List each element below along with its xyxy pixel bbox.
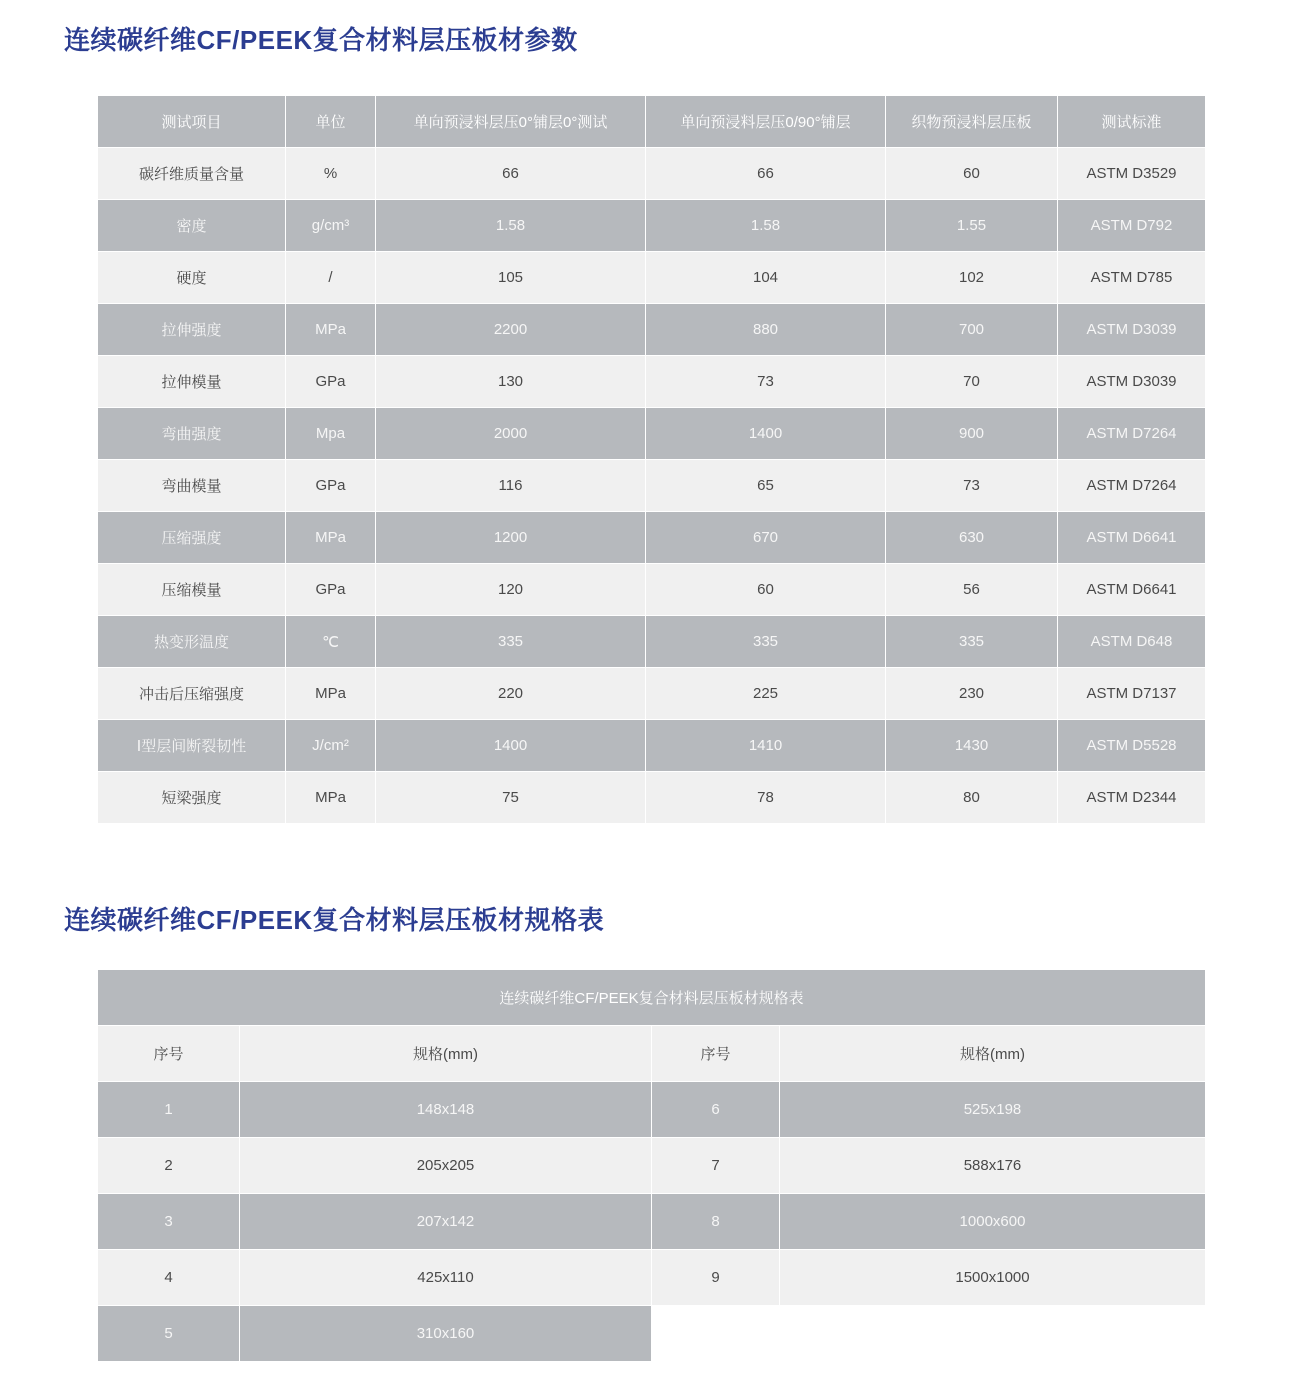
table-row xyxy=(98,564,1206,616)
cell-ud-0-90deg: 670 xyxy=(646,512,886,564)
table-row xyxy=(98,304,1206,356)
cell-test-item: 弯曲强度 xyxy=(98,408,286,460)
cell-unit: Mpa xyxy=(286,408,376,460)
table-header-row xyxy=(98,96,1206,148)
table-row xyxy=(98,356,1206,408)
cell-fabric: 73 xyxy=(886,460,1058,512)
cell-ud-0-90deg: 225 xyxy=(646,668,886,720)
cell-test-item: 压缩模量 xyxy=(98,564,286,616)
cell-size-right-empty xyxy=(780,1306,1206,1362)
cell-fabric: 60 xyxy=(886,148,1058,200)
cell-fabric: 1.55 xyxy=(886,200,1058,252)
cell-test-item: 拉伸强度 xyxy=(98,304,286,356)
cell-unit: GPa xyxy=(286,356,376,408)
cell-fabric: 230 xyxy=(886,668,1058,720)
cell-test-item: 弯曲模量 xyxy=(98,460,286,512)
table-row xyxy=(98,200,1206,252)
cell-fabric: 630 xyxy=(886,512,1058,564)
cell-standard: ASTM D6641 xyxy=(1058,564,1206,616)
parameters-table xyxy=(97,95,1206,824)
cell-ud-0deg: 130 xyxy=(376,356,646,408)
cell-index-left: 1 xyxy=(98,1082,240,1138)
cell-test-item: 热变形温度 xyxy=(98,616,286,668)
cell-test-item: 拉伸模量 xyxy=(98,356,286,408)
cell-index-left: 3 xyxy=(98,1194,240,1250)
table-row xyxy=(98,1082,1206,1138)
table-row xyxy=(98,252,1206,304)
cell-standard: ASTM D7137 xyxy=(1058,668,1206,720)
cell-test-item: 密度 xyxy=(98,200,286,252)
spec-table-caption-row xyxy=(98,970,1206,1026)
cell-unit: MPa xyxy=(286,772,376,824)
column-header: 测试项目 xyxy=(98,96,286,148)
cell-ud-0deg: 105 xyxy=(376,252,646,304)
table-row xyxy=(98,720,1206,772)
cell-index-right-empty xyxy=(652,1306,780,1362)
cell-ud-0-90deg: 1.58 xyxy=(646,200,886,252)
cell-unit: / xyxy=(286,252,376,304)
page-title-parameters: 连续碳纤维CF/PEEK复合材料层压板材参数 xyxy=(64,25,578,55)
column-header: 单向预浸料层压0/90°铺层 xyxy=(646,96,886,148)
column-header: 规格(mm) xyxy=(240,1026,652,1082)
table-row xyxy=(98,772,1206,824)
specifications-table xyxy=(97,969,1206,1362)
column-header: 规格(mm) xyxy=(780,1026,1206,1082)
table-row xyxy=(98,668,1206,720)
table-row xyxy=(98,616,1206,668)
cell-unit: MPa xyxy=(286,512,376,564)
cell-test-item: 短梁强度 xyxy=(98,772,286,824)
cell-standard: ASTM D3039 xyxy=(1058,304,1206,356)
cell-size-right: 525x198 xyxy=(780,1082,1206,1138)
cell-ud-0deg: 1400 xyxy=(376,720,646,772)
cell-standard: ASTM D7264 xyxy=(1058,408,1206,460)
spec-table-header-row xyxy=(98,1026,1206,1082)
table-row xyxy=(98,1306,1206,1362)
cell-ud-0-90deg: 1410 xyxy=(646,720,886,772)
table-row xyxy=(98,148,1206,200)
cell-index-left: 5 xyxy=(98,1306,240,1362)
cell-test-item: 压缩强度 xyxy=(98,512,286,564)
cell-ud-0-90deg: 104 xyxy=(646,252,886,304)
cell-test-item: 硬度 xyxy=(98,252,286,304)
cell-index-left: 4 xyxy=(98,1250,240,1306)
cell-unit: % xyxy=(286,148,376,200)
cell-unit: GPa xyxy=(286,564,376,616)
column-header: 测试标准 xyxy=(1058,96,1206,148)
cell-index-right: 7 xyxy=(652,1138,780,1194)
cell-fabric: 900 xyxy=(886,408,1058,460)
cell-ud-0-90deg: 60 xyxy=(646,564,886,616)
cell-ud-0deg: 66 xyxy=(376,148,646,200)
cell-test-item: Ⅰ型层间断裂韧性 xyxy=(98,720,286,772)
cell-fabric: 56 xyxy=(886,564,1058,616)
cell-fabric: 700 xyxy=(886,304,1058,356)
cell-test-item: 冲击后压缩强度 xyxy=(98,668,286,720)
cell-fabric: 80 xyxy=(886,772,1058,824)
cell-size-left: 207x142 xyxy=(240,1194,652,1250)
cell-ud-0-90deg: 78 xyxy=(646,772,886,824)
page-title-specifications: 连续碳纤维CF/PEEK复合材料层压板材规格表 xyxy=(64,905,605,935)
cell-ud-0deg: 120 xyxy=(376,564,646,616)
column-header: 单向预浸料层压0°铺层0°测试 xyxy=(376,96,646,148)
cell-ud-0-90deg: 66 xyxy=(646,148,886,200)
cell-standard: ASTM D5528 xyxy=(1058,720,1206,772)
table-row xyxy=(98,1138,1206,1194)
cell-ud-0deg: 2000 xyxy=(376,408,646,460)
cell-unit: J/cm² xyxy=(286,720,376,772)
cell-unit: MPa xyxy=(286,304,376,356)
column-header: 序号 xyxy=(98,1026,240,1082)
cell-fabric: 335 xyxy=(886,616,1058,668)
cell-standard: ASTM D3039 xyxy=(1058,356,1206,408)
column-header: 序号 xyxy=(652,1026,780,1082)
cell-standard: ASTM D792 xyxy=(1058,200,1206,252)
cell-ud-0-90deg: 880 xyxy=(646,304,886,356)
cell-unit: MPa xyxy=(286,668,376,720)
cell-unit: GPa xyxy=(286,460,376,512)
spec-table-caption: 连续碳纤维CF/PEEK复合材料层压板材规格表 xyxy=(98,970,1206,1026)
cell-size-right: 1000x600 xyxy=(780,1194,1206,1250)
cell-ud-0deg: 335 xyxy=(376,616,646,668)
cell-size-right: 588x176 xyxy=(780,1138,1206,1194)
column-header: 单位 xyxy=(286,96,376,148)
cell-ud-0deg: 116 xyxy=(376,460,646,512)
cell-standard: ASTM D3529 xyxy=(1058,148,1206,200)
cell-ud-0deg: 1.58 xyxy=(376,200,646,252)
cell-standard: ASTM D7264 xyxy=(1058,460,1206,512)
cell-ud-0deg: 1200 xyxy=(376,512,646,564)
cell-ud-0-90deg: 1400 xyxy=(646,408,886,460)
table-row xyxy=(98,408,1206,460)
cell-ud-0deg: 220 xyxy=(376,668,646,720)
cell-index-left: 2 xyxy=(98,1138,240,1194)
cell-test-item: 碳纤维质量含量 xyxy=(98,148,286,200)
table-row xyxy=(98,1250,1206,1306)
cell-index-right: 6 xyxy=(652,1082,780,1138)
cell-size-left: 205x205 xyxy=(240,1138,652,1194)
cell-fabric: 1430 xyxy=(886,720,1058,772)
cell-index-right: 8 xyxy=(652,1194,780,1250)
cell-index-right: 9 xyxy=(652,1250,780,1306)
column-header: 织物预浸料层压板 xyxy=(886,96,1058,148)
cell-standard: ASTM D785 xyxy=(1058,252,1206,304)
cell-fabric: 70 xyxy=(886,356,1058,408)
cell-ud-0-90deg: 73 xyxy=(646,356,886,408)
cell-standard: ASTM D6641 xyxy=(1058,512,1206,564)
cell-unit: ℃ xyxy=(286,616,376,668)
cell-size-right: 1500x1000 xyxy=(780,1250,1206,1306)
table-row xyxy=(98,512,1206,564)
table-row xyxy=(98,1194,1206,1250)
cell-ud-0-90deg: 335 xyxy=(646,616,886,668)
cell-standard: ASTM D2344 xyxy=(1058,772,1206,824)
cell-fabric: 102 xyxy=(886,252,1058,304)
cell-unit: g/cm³ xyxy=(286,200,376,252)
cell-ud-0deg: 75 xyxy=(376,772,646,824)
cell-ud-0deg: 2200 xyxy=(376,304,646,356)
table-row xyxy=(98,460,1206,512)
cell-ud-0-90deg: 65 xyxy=(646,460,886,512)
cell-size-left: 148x148 xyxy=(240,1082,652,1138)
cell-standard: ASTM D648 xyxy=(1058,616,1206,668)
cell-size-left: 425x110 xyxy=(240,1250,652,1306)
cell-size-left: 310x160 xyxy=(240,1306,652,1362)
